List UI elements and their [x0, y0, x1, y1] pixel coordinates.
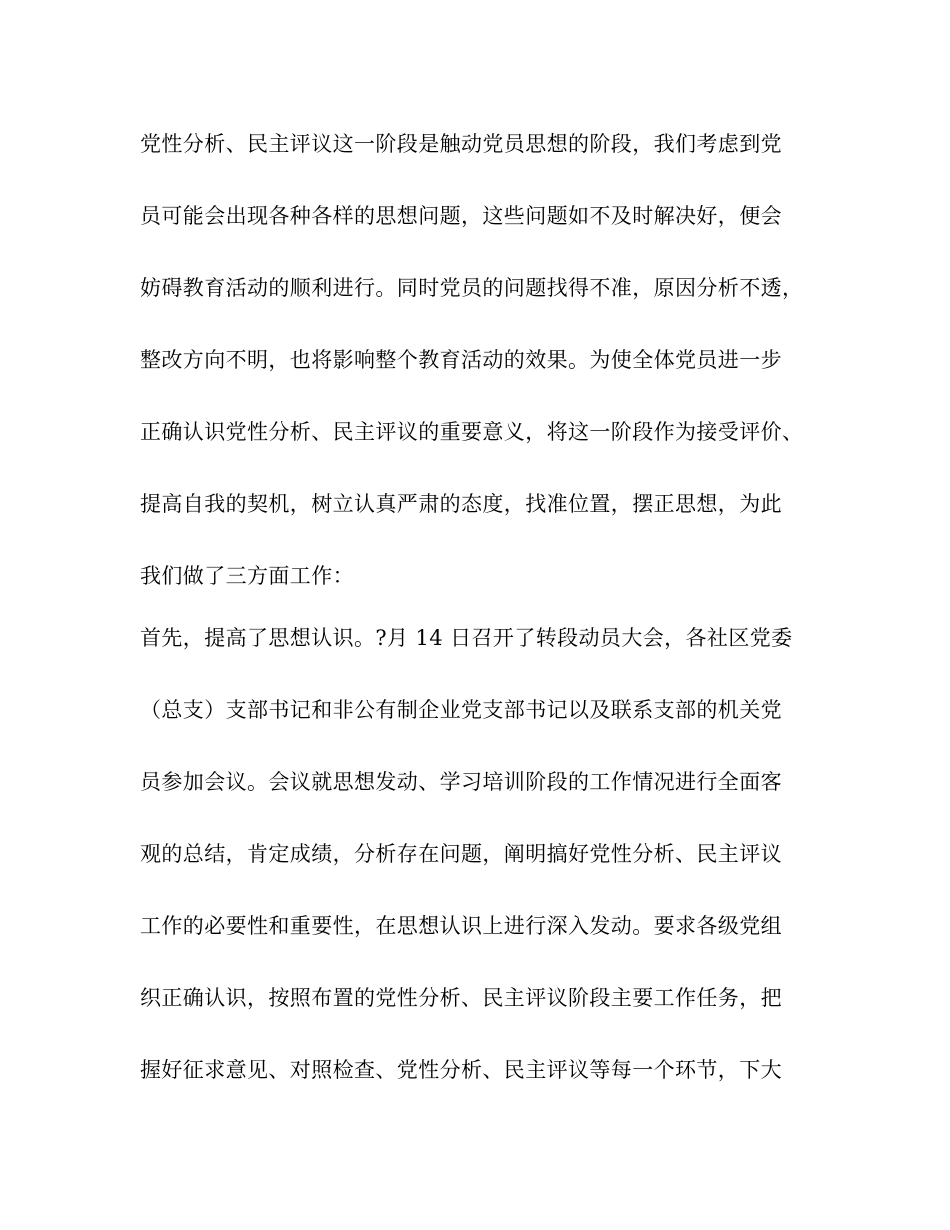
text-line: 员可能会出现各种各样的思想问题，这些问题如不及时解决好，便会: [140, 204, 782, 228]
text-line: （总支）支部书记和非公有制企业党支部书记以及联系支部的机关党: [140, 698, 782, 722]
text-line: 整改方向不明，也将影响整个教育活动的效果。为使全体党员进一步: [140, 348, 782, 372]
text-line: 员参加会议。会议就思想发动、学习培训阶段的工作情况进行全面客: [140, 770, 782, 794]
text-line: 正确认识党性分析、民主评议的重要意义，将这一阶段作为接受评价、: [140, 420, 804, 444]
text-line: 观的总结，肯定成绩，分析存在问题，阐明搞好党性分析、民主评议: [140, 842, 782, 866]
text-line: 工作的必要性和重要性，在思想认识上进行深入发动。要求各级党组: [140, 914, 782, 938]
text-line: 我们做了三方面工作：: [140, 564, 354, 588]
text-line: 妨碍教育活动的顺利进行。同时党员的问题找得不准，原因分析不透，: [140, 276, 804, 300]
text-line: 织正确认识，按照布置的党性分析、民主评议阶段主要工作任务，把: [140, 986, 782, 1010]
text-line: 握好征求意见、对照检查、党性分析、民主评议等每一个环节，下大: [140, 1058, 782, 1082]
text-line: 提高自我的契机，树立认真严肃的态度，找准位置，摆正思想，为此: [140, 492, 782, 516]
text-line: 党性分析、民主评议这一阶段是触动党员思想的阶段，我们考虑到党: [140, 132, 782, 156]
text-line: 首先，提高了思想认识。?月 14 日召开了转段动员大会，各社区党委: [140, 626, 793, 650]
